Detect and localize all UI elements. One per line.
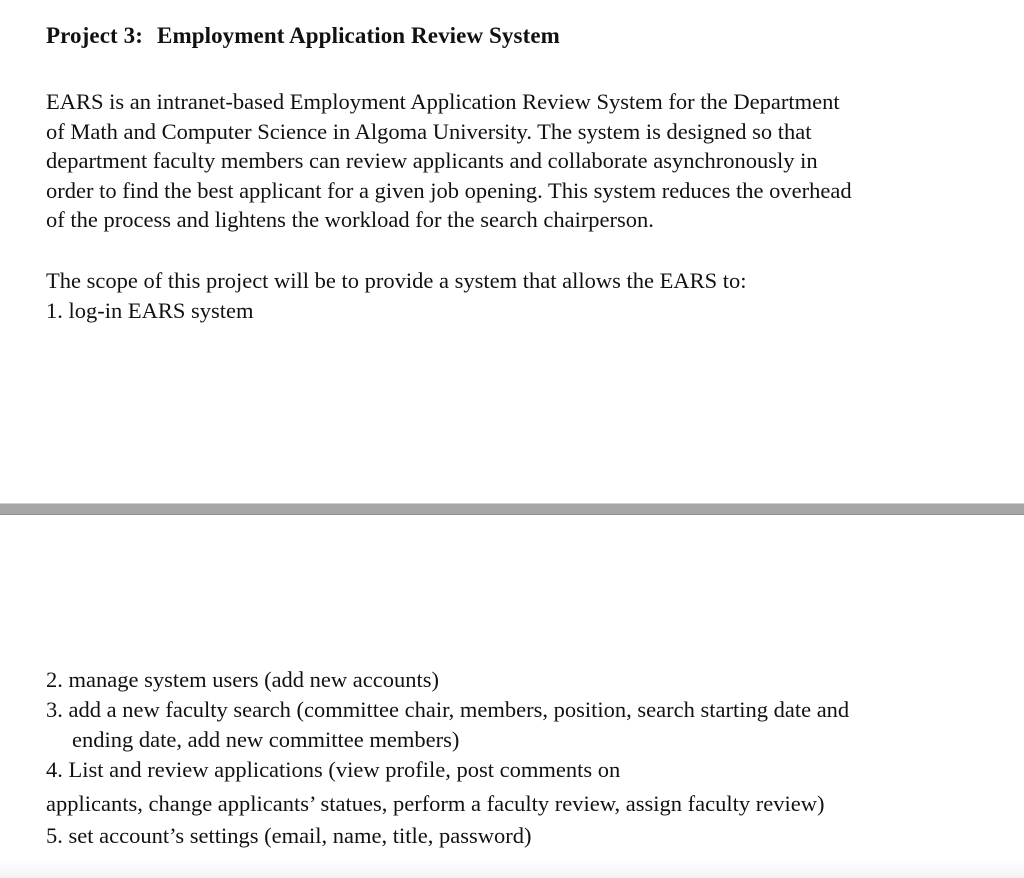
intro-line: of Math and Computer Science in Algoma University. The system is designed so that xyxy=(46,118,812,144)
list-item-3: 3. add a new faculty search (committee chair, members, position, search starting date and xyxy=(46,697,850,722)
list-item-2: 2. manage system users (add new accounts) xyxy=(46,667,440,692)
page-break-divider xyxy=(0,503,1024,515)
scope-intro: The scope of this project will be to provide a system that allows the EARS to: xyxy=(46,268,747,293)
scope-list xyxy=(46,665,986,851)
document-title xyxy=(46,23,560,49)
bottom-edge-shade xyxy=(0,858,1024,878)
list-item-4: 4. List and review applications (view profile, post comments on xyxy=(46,757,621,782)
title-text: Employment Application Review System xyxy=(157,23,560,48)
title-label: Project 3: xyxy=(46,23,143,48)
list-item-4-continued: applicants, change applicants’ statues, perform a faculty review, assign faculty review) xyxy=(46,791,825,816)
intro-line: order to find the best applicant for a given job opening. This system reduces the overhead xyxy=(46,177,852,203)
intro-paragraph xyxy=(46,87,946,235)
intro-line: of the process and lightens the workload for the search chairperson. xyxy=(46,207,654,233)
intro-line: department faculty members can review applicants and collaborate asynchronously in xyxy=(46,148,818,174)
intro-line: EARS is an intranet-based Employment Application Review System for the Department xyxy=(46,89,840,114)
scope-section xyxy=(46,266,747,326)
list-item-3-continued: ending date, add new committee members) xyxy=(72,727,460,752)
list-item-1: 1. log-in EARS system xyxy=(46,298,254,323)
list-item-5: 5. set account’s settings (email, name, title, password) xyxy=(46,823,532,848)
